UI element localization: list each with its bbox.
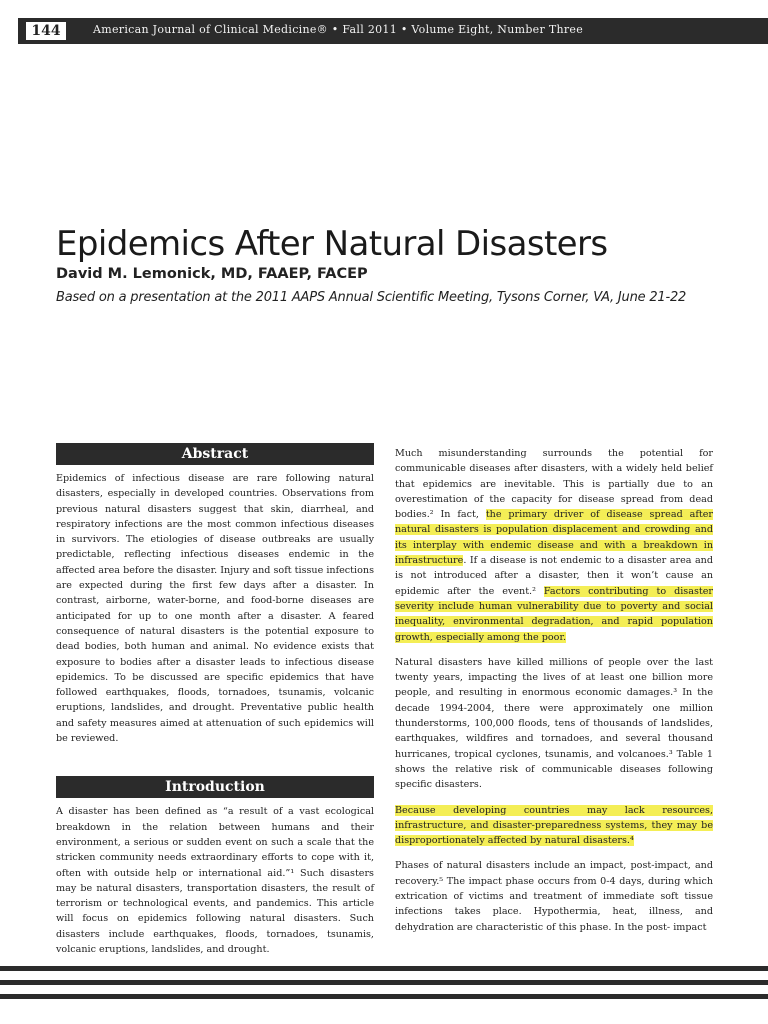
right-paragraph-2: Natural disasters have killed millions of people over the last twenty years, impacting the lives of at least one billion more people, and resulting in enormous economic damages.³ In the decade 1994-2004, there were approximately one million thunderstorms, 100,000 floods, tens of thousands of landslides, earthquakes, wildfires and tornadoes, and several thousand hurricanes, tropical cyclones, tsunamis, and volcanoes.³ Table 1 shows the relative risk of communicable diseases following specific disasters. <box>395 656 713 791</box>
footer-rule-1 <box>0 966 768 971</box>
abstract-text: Epidemics of infectious disease are rare following natural disasters, especially in developed countries. Observations from previous natural disasters suggest that skin, diarrheal, and respiratory infections are the most common infectious diseases in survivors. The etiologies of disease outbreaks are usually predictable, reflecting infectious diseases endemic in the affected area before the disaster. Injury and soft tissue infections are expected during the first few days after a disaster. In contrast, airborne, water-borne, and food-borne diseases are anticipated for up to one month after a disaster. A feared consequence of natural disasters is the potential exposure to dead bodies, both human and animal. No evidence exists that exposure to bodies after a disaster leads to infectious disease epidemics. To be discussed are specific epidemics that have followed earthquakes, floods, tornadoes, tsunamis, volcanic eruptions, landslides, and drought. Preventative public health and safety measures aimed at attenuation of such epidemics will be reviewed. <box>56 473 374 745</box>
right-column <box>395 446 713 935</box>
right-paragraph-4: Phases of natural disasters include an impact, post-impact, and recovery.⁵ The impact phase occurs from 0-4 days, during which extrication of victims and treatment of immediate soft tissue infections takes place. Hypothermia, heat, illness, and dehydration are characteristic of this phase. In the post- impact <box>395 860 713 933</box>
abstract-heading: Abstract <box>56 443 374 465</box>
right-paragraph-1 <box>395 446 713 645</box>
p1-text-a: Much misunderstanding surrounds the potential for communicable diseases after disasters, with a widely held belief that epidemics are inevitable. This is partially due to an overestimation of the capacity for disease spread from dead bodies.² In fact, <box>395 448 713 521</box>
right-paragraph-3 <box>395 803 713 849</box>
article-subtitle: Based on a presentation at the 2011 AAPS Annual Scientific Meeting, Tysons Corner, VA, June 21-22 <box>56 290 687 305</box>
article-title: Epidemics After Natural Disasters <box>56 224 608 264</box>
footer-rule-3 <box>0 994 768 999</box>
p1-text-b: . If a disease is not endemic to a disaster area and is not introduced after a disaster, then it won’t cause an epidemic after the event.² <box>395 555 713 597</box>
introduction-text: A disaster has been defined as “a result of a vast ecological breakdown in the relation between humans and their environment, a serious or sudden event on such a scale that the stricken community needs extraordinary efforts to cope with it, often with outside help or international aid.”¹ Such disasters may be natural disasters, transportation disasters, the result of terrorism or technological events, and pandemics. This article will focus on epidemics following natural disasters. Such disasters include earthquakes, floods, tornadoes, tsunamis, volcanic eruptions, landslides, and drought. <box>56 806 374 956</box>
left-column <box>56 443 374 957</box>
running-header <box>18 18 768 44</box>
introduction-heading: Introduction <box>56 776 374 798</box>
p1-highlight-2: Factors contributing to disaster severity include human vulnerability due to poverty and social inequality, environmental degradation, and rapid population growth, especially among the poor. <box>395 585 713 643</box>
page-number: 144 <box>24 20 68 42</box>
article-author: David M. Lemonick, MD, FAAEP, FACEP <box>56 266 368 282</box>
p3-highlight: Because developing countries may lack resources, infrastructure, and disaster-preparedness systems, they may be disproportionately affected by natural disasters.⁴ <box>395 804 713 847</box>
journal-citation: American Journal of Clinical Medicine® • Fall 2011 • Volume Eight, Number Three <box>93 23 584 36</box>
p1-highlight-1: the primary driver of disease spread after natural disasters is population displacement and crowding and its interplay with endemic disease and with a breakdown in infrastructure <box>395 509 713 567</box>
footer-rule-2 <box>0 980 768 985</box>
